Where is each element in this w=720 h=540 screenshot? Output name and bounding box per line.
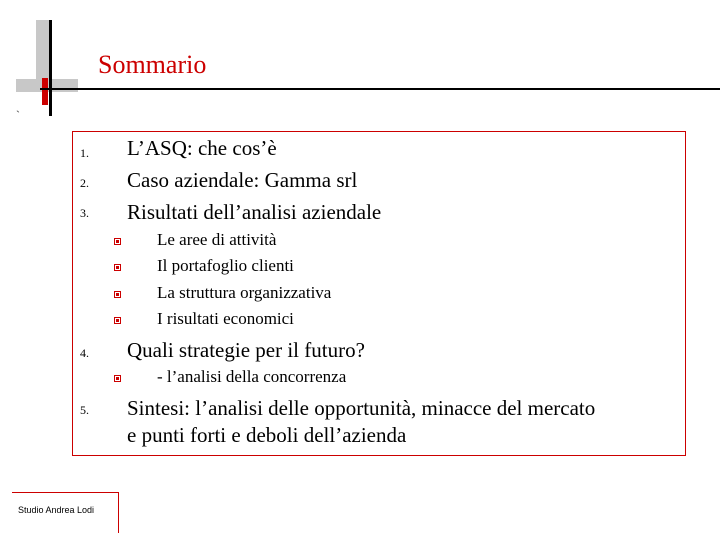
stray-tick-mark: `: [16, 108, 20, 122]
item-text-5-line1: Sintesi: l’analisi delle opportunità, minacce del mercato: [127, 396, 596, 420]
subitem-aree-attivita: Le aree di attività: [157, 230, 277, 249]
slide-title: Sommario: [98, 50, 207, 79]
decorative-line-vertical: [49, 20, 52, 116]
bullet-square-icon: [114, 291, 121, 298]
item-text-2: Caso aziendale: Gamma srl: [127, 168, 358, 192]
item-text-5-line2: e punti forti e deboli dell’azienda: [127, 423, 407, 447]
bullet-square-icon: [114, 375, 121, 382]
decorative-line-horizontal: [40, 88, 720, 90]
item-number-5: 5.: [80, 403, 89, 417]
subitem-portafoglio-clienti: Il portafoglio clienti: [157, 256, 294, 275]
decorative-bar-red: [42, 78, 48, 105]
item-number-3: 3.: [80, 206, 89, 220]
item-number-4: 4.: [80, 346, 89, 360]
bullet-square-icon: [114, 238, 121, 245]
subitem-risultati-economici: I risultati economici: [157, 309, 294, 328]
decorative-bar-vertical-gray: [36, 20, 49, 80]
footer-label: Studio Andrea Lodi: [18, 505, 95, 515]
item-text-4: Quali strategie per il futuro?: [127, 338, 365, 362]
subitem-analisi-concorrenza: - l’analisi della concorrenza: [157, 367, 347, 386]
item-number-1: 1.: [80, 146, 89, 160]
bullet-square-icon: [114, 317, 121, 324]
item-text-1: L’ASQ: che cos’è: [127, 136, 277, 160]
bullet-square-icon: [114, 264, 121, 271]
subitem-struttura-organizzativa: La struttura organizzativa: [157, 283, 332, 302]
item-text-3: Risultati dell’analisi aziendale: [127, 200, 382, 224]
item-number-2: 2.: [80, 176, 89, 190]
